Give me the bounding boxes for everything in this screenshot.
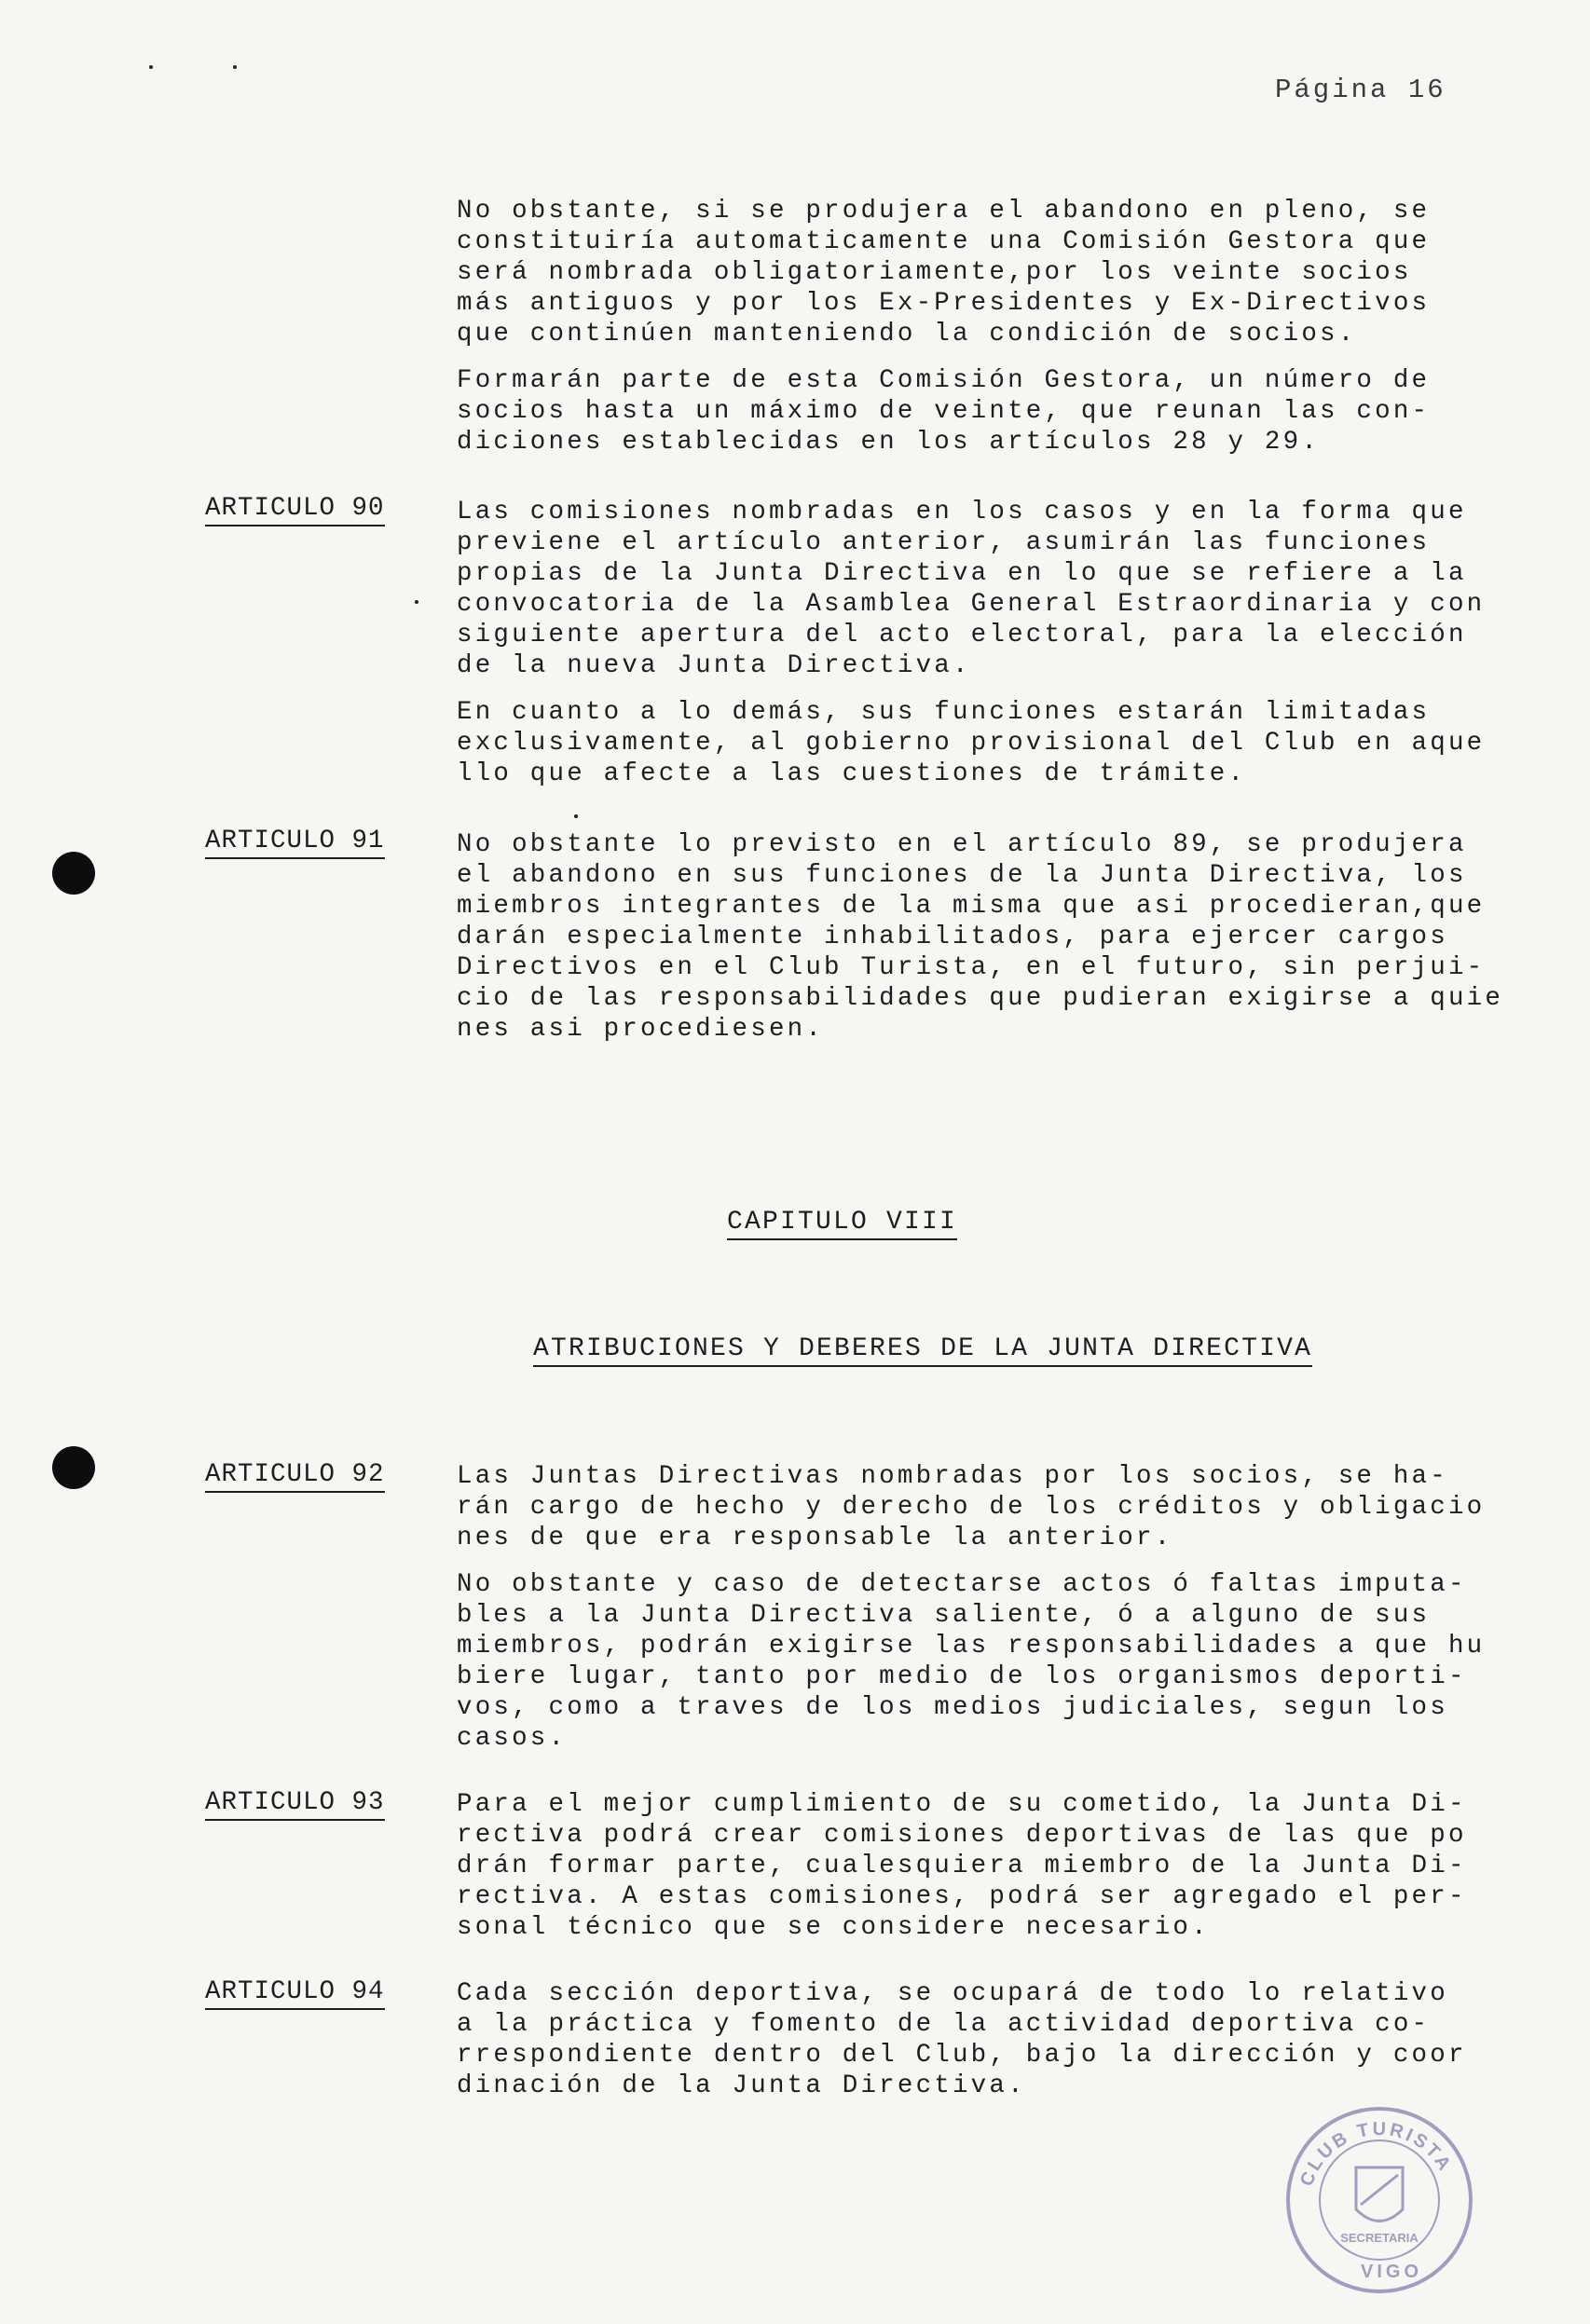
article-93-body	[457, 1789, 1556, 1943]
stamp-text-middle: SECRETARIA	[1340, 2231, 1419, 2245]
article-90-body	[457, 497, 1556, 789]
article-90-label: ARTICULO 90	[205, 493, 385, 526]
paragraph: En cuanto a lo demás, sus funciones estarán limitadas exclusivamente, al gobierno provisional del Club en aque llo que afecte a las cuestiones de trámite.	[457, 698, 1486, 788]
paragraph: Las comisiones nombradas en los casos y en la forma que previene el artículo anterior, asumirán las funciones propias de la Junta Directiva en lo que se refiere a la convocatoria de la Asamblea General Estraordinaria y con siguiente apertura del acto electoral, para la elección de la nueva Junta Directiva.	[457, 498, 1486, 680]
article-92-body	[457, 1461, 1556, 1754]
scan-speck	[415, 600, 418, 604]
scan-speck	[233, 65, 237, 69]
paragraph: No obstante, si se produjera el abandono en pleno, se constituiría automaticamente una Comisión Gestora que será nombrada obligatoriamente,por los veinte socios más antiguos y por los Ex-Presidentes y Ex-Directivos que continúen manteniendo la condición de socios.	[457, 197, 1431, 349]
article-91-body	[457, 829, 1556, 1045]
scan-speck	[574, 814, 578, 818]
intro-block	[457, 196, 1556, 458]
chapter-number: CAPITULO VIII	[727, 1208, 957, 1240]
page-number: Página 16	[1275, 75, 1446, 105]
paragraph: No obstante y caso de detectarse actos ó faltas imputa- bles a la Junta Directiva saliente, ó a alguno de sus miembros, podrán exigirse las responsabilidades a que hu biere lugar, tanto por medio de los organismos deporti- vos, como a traves de los medios judiciales, segun los casos.	[457, 1570, 1486, 1753]
paragraph: Para el mejor cumplimiento de su cometido, la Junta Di- rectiva podrá crear comisiones deportivas de las que po drán formar parte, cualesquiera miembro de la Junta Di- rectiva. A estas comisiones, podrá ser agregado el per- sonal técnico que se considere necesario.	[457, 1790, 1467, 1942]
club-stamp	[1282, 2102, 1477, 2298]
article-93-label: ARTICULO 93	[205, 1787, 385, 1821]
paragraph: Formarán parte de esta Comisión Gestora, un número de socios hasta un máximo de veinte, que reunan las con- diciones establecidas en los artículos 28 y 29.	[457, 366, 1431, 457]
paragraph: No obstante lo previsto en el artículo 89, se produjera el abandono en sus funciones de la Junta Directiva, los miembros integrantes de la misma que asi procedieran,que darán especialmente inhabilitados, para ejercer cargos Directivos en el Club Turista, en el futuro, sin perjui- cio de las responsabilidades que pudieran exigirse a quie nes asi procediesen.	[457, 830, 1504, 1044]
article-94-label: ARTICULO 94	[205, 1976, 385, 2010]
scan-speck	[149, 65, 153, 69]
article-94-body	[457, 1978, 1556, 2101]
paragraph: Cada sección deportiva, se ocupará de todo lo relativo a la práctica y fomento de la actividad deportiva co- rrespondiente dentro del Club, bajo la dirección y coor dinación de la Junta Directiva.	[457, 1979, 1467, 2100]
article-92-label: ARTICULO 92	[205, 1459, 385, 1493]
punch-hole	[52, 852, 95, 895]
article-91-label: ARTICULO 91	[205, 826, 385, 859]
chapter-title: ATRIBUCIONES Y DEBERES DE LA JUNTA DIRECTIVA	[533, 1334, 1312, 1367]
punch-hole	[52, 1446, 95, 1489]
paragraph: Las Juntas Directivas nombradas por los socios, se ha- rán cargo de hecho y derecho de los créditos y obligacio nes de que era responsable la anterior.	[457, 1462, 1486, 1552]
stamp-text-bottom: VIGO	[1360, 2262, 1423, 2282]
stamp-text-top: CLUB TURISTA	[1296, 2118, 1457, 2189]
